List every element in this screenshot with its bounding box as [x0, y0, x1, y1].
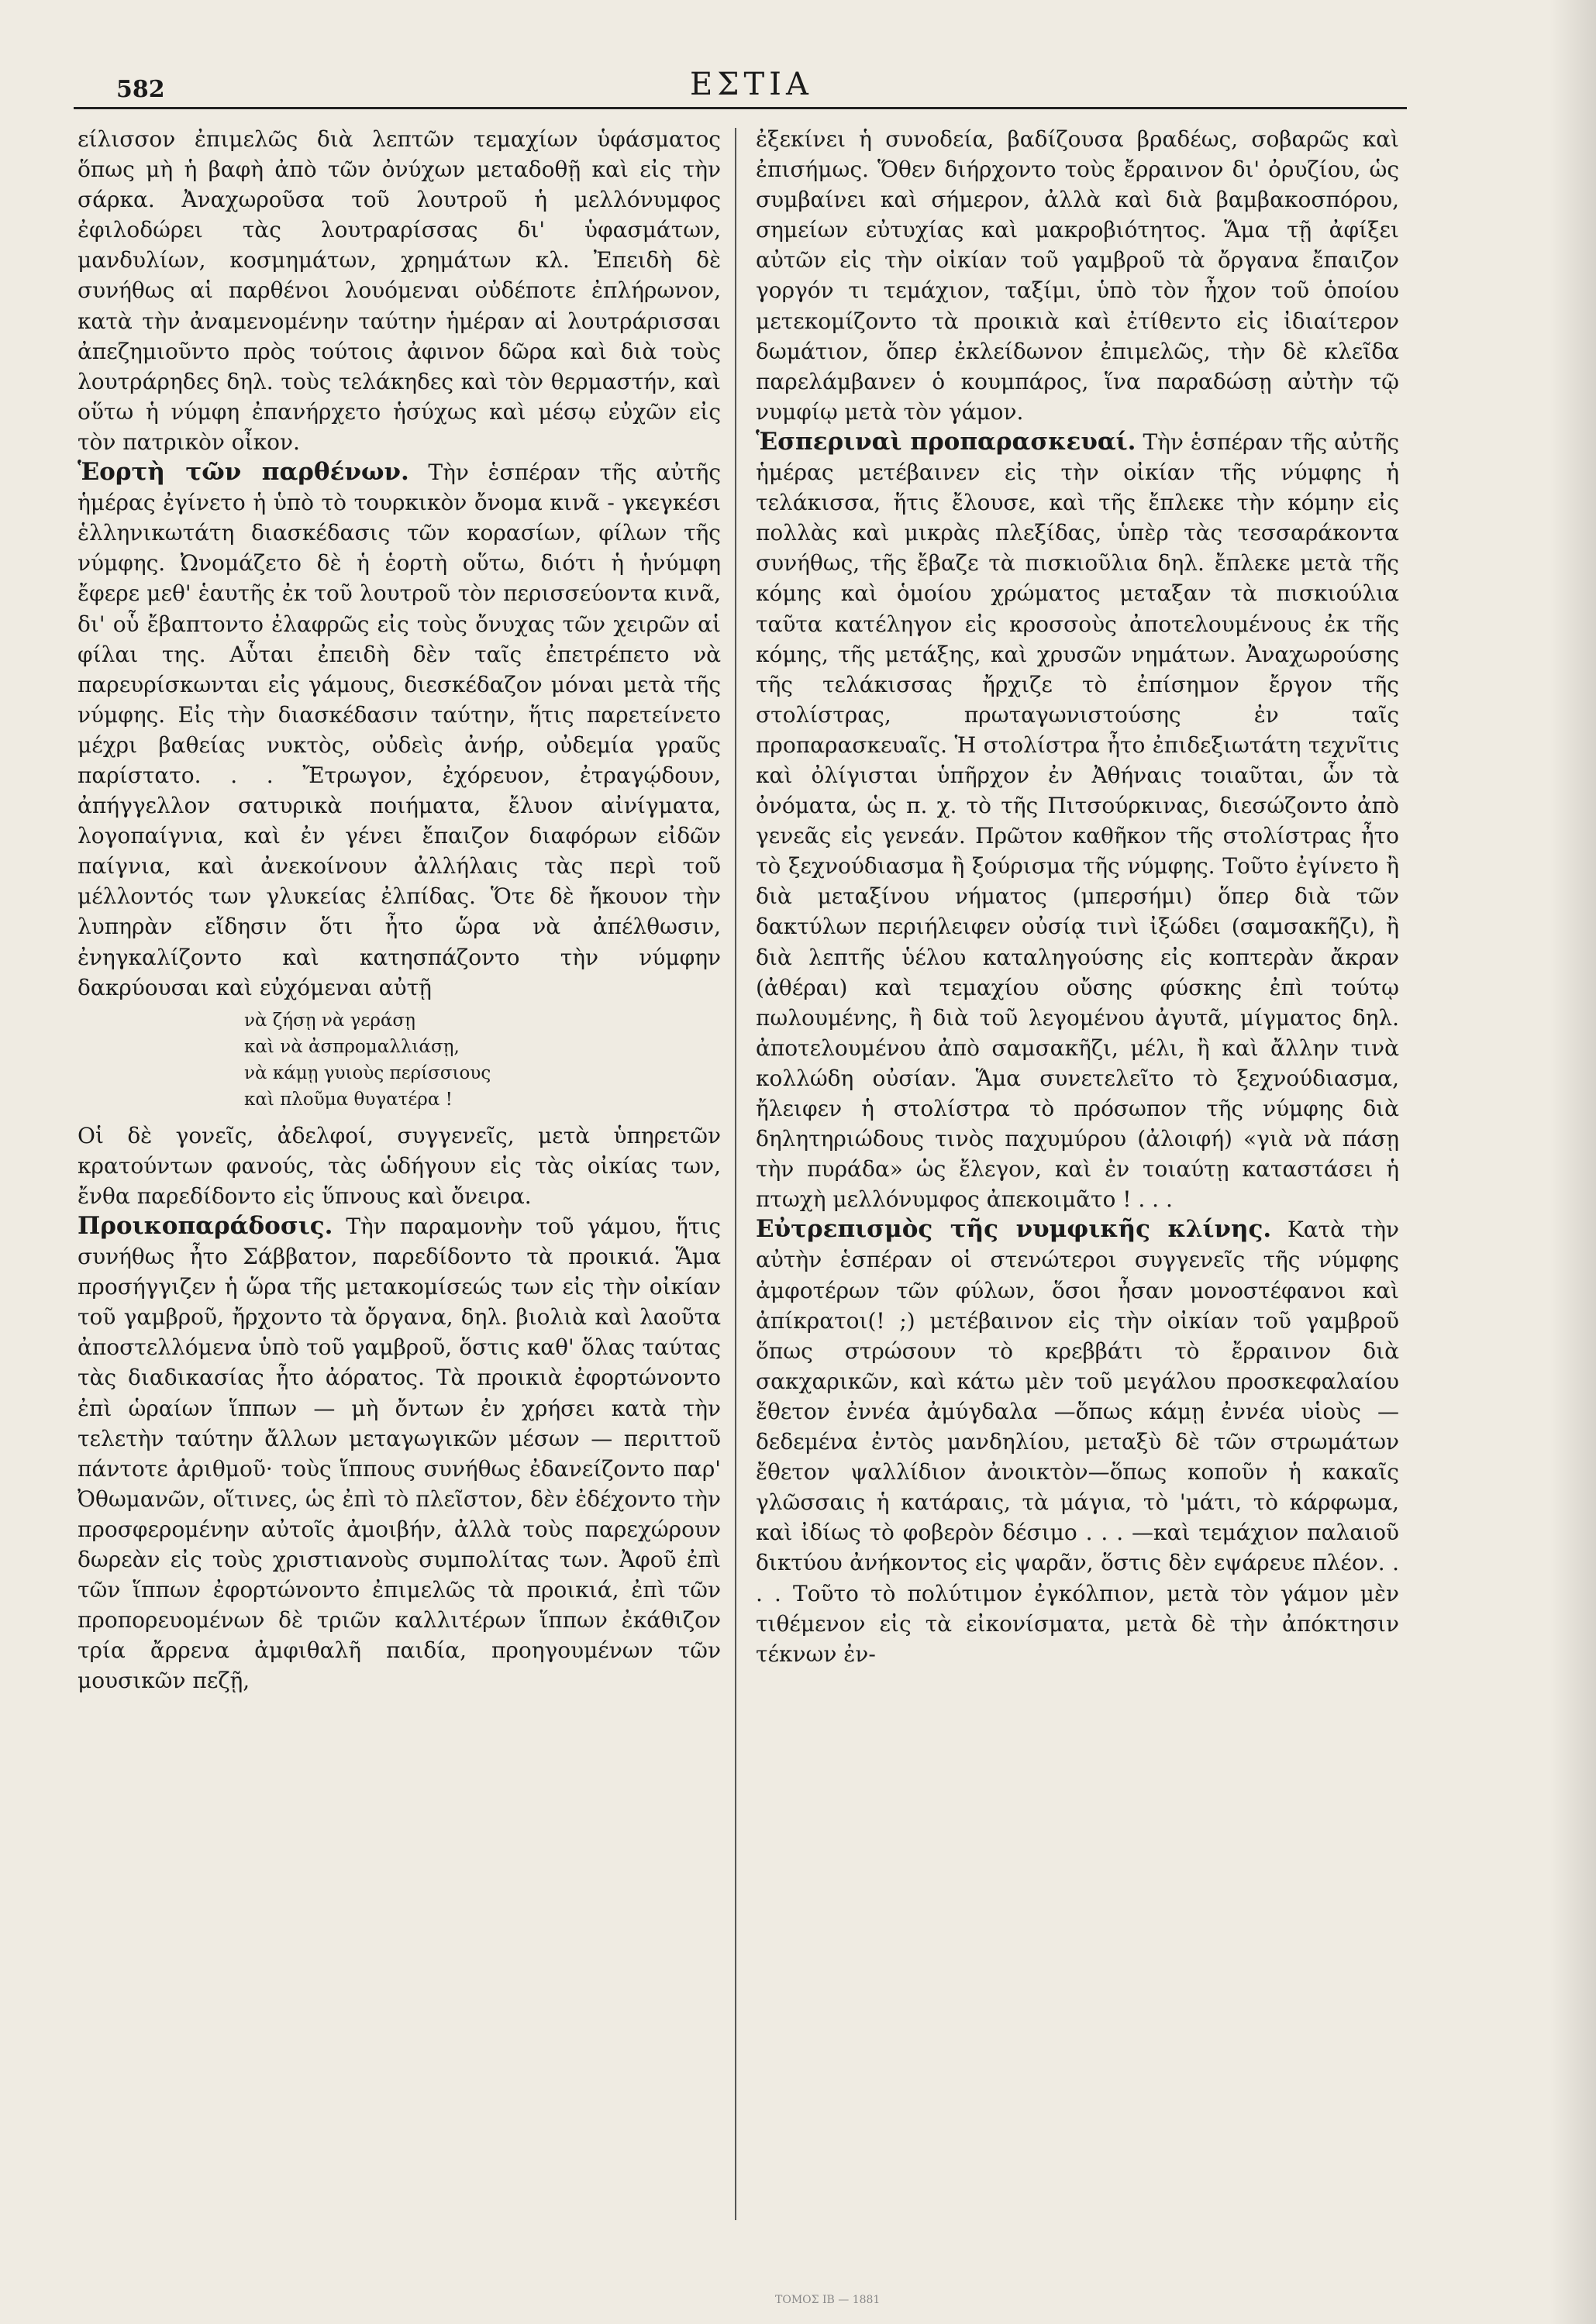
section-heading: Εὐτρεπισμὸς τῆς νυμφικῆς κλίνης. [756, 1215, 1272, 1244]
paragraph: ἐξεκίνει ἡ συνοδεία, βαδίζουσα βραδέως, σοβαρῶς καὶ ἐπισήμως. Ὅθεν διήρχοντο τοὺς ἔρραινον δι' ὀρυζίου, ὡς συμβαίνει καὶ σήμερον, ἀλλὰ καὶ διὰ βαμβακοσπόρου, σημείων εὐτυχίας καὶ μακροβιότητος. Ἅμα τῇ ἀφίξει αὐτῶν εἰς τὴν οἰκίαν τοῦ γαμβροῦ τὰ ὄργανα ἔπαιζον γοργόν τι τεμάχιον, ταξίμι, ὑπὸ τὸν ἦχον τοῦ ὁποίου μετεκομίζοντο τὰ προικιὰ καὶ ἐτίθεντο εἰς ἰδιαίτερον δωμάτιον, ὅπερ ἐκλείδωνον ἐπιμελῶς, τὴν δὲ κλεῖδα παρελάμβανεν ὁ κουμπάρος, ἵνα παραδώσῃ αὐτὴν τῷ νυμφίῳ μετὰ τὸν γάμον. [756, 126, 1399, 425]
verse-line: νὰ ζήσῃ νὰ γεράσῃ [244, 1010, 415, 1031]
paragraph [756, 1214, 1399, 1668]
paragraph-text: Τὴν ἑσπέραν τῆς αὐτῆς ἡμέρας μετέβαινεν εἰς τὴν οἰκίαν τῆς νύμφης ἡ τελάκισσα, ἥτις ἔλουσε, καὶ τῆς ἔπλεκε τὴν κόμην εἰς πολλὰς καὶ μικρὰς πλεξίδας, ὑπὲρ τὰς τεσσαράκοντα συνήθως, τῆς ἔβαζε τὰ πισκιοῦλια δηλ. ἔπλεκε μετὰ τῆς κόμης καὶ ὁμοίου χρώματος μεταξαν τὰ πισκιούλια ταῦτα κατέληγον εἰς κροσσοὺς ἀποτελουμένους ἐκ τῆς κόμης, τῆς μετάξης, καὶ χρυσῶν νημάτων. Ἀναχωρούσης τῆς τελάκισσας ἤρχιζε τὸ ἐπίσημον ἔργον τῆς στολίστρας, πρωταγωνιστούσης ἐν ταῖς προπαρασκευαῖς. Ἡ στολίστρα ἦτο ἐπιδεξιωτάτη τεχνῖτις καὶ ὀλίγισται ὑπῆρχον ἐν Ἀθήναις τοιαῦται, ὧν τὰ ὀνόματα, ὡς π. χ. τὸ τῆς Πιτσούρκινας, διεσώζοντο ἀπὸ γενεᾶς εἰς γενεάν. Πρῶτον καθῆκον τῆς στολίστρας ἦτο τὸ ξεχνούδιασμα ἢ ξούρισμα τῆς νύμφης. Τοῦτο ἐγίνετο ἢ διὰ μεταξίνου νήματος (μπερσήμι) ὅπερ διὰ τῶν δακτύλων περιήλειφεν οὐσίᾳ τινὶ ἰξώδει (σαμσακῆζι), ἢ διὰ λεπτῆς ὑέλου καταληγούσης εἰς κοπτερὰν ἄκραν (ἀθέραι) καὶ τεμαχίου οὔσης φύσκης ἐπὶ τούτῳ πωλουμένης, ἢ διὰ τοῦ λεγομένου ἀγυτᾶ, μίγματος δηλ. ἀποτελουμένου ἀπὸ σαμσακῆζι, μέλι, ἢ καὶ ἄλλην τινὰ κολλώδη οὐσίαν. Ἅμα συνετελεῖτο τὸ ξεχνούδιασμα, ἤλειφεν ἡ στολίστρα τὸ πρόσωπον τῆς νύμφης διὰ δηλητηριώδους τινὸς παχυμύρου (ἀλοιφή) «γιὰ νὰ πάσῃ τὴν πυράδα» ὡς ἔλεγον, καὶ ἐν τοιαύτῃ καταστάσει ἡ πτωχὴ μελλόνυμφος ἀπεκοιμᾶτο ! . . . [756, 429, 1399, 1213]
running-title: ΕΣΤΙΑ [690, 67, 813, 102]
column-divider [735, 128, 736, 2220]
footer-signature: ΤΟΜΟΣ ΙΒ — 1881 [775, 2294, 881, 2306]
left-column [78, 124, 721, 2247]
section-heading: Ἑσπεριναὶ προπαρασκευαί. [756, 427, 1136, 456]
paragraph [78, 1211, 721, 1696]
right-column [756, 124, 1399, 2247]
page-edge-shadow [1549, 0, 1596, 2324]
verse-line: καὶ πλοῦμα θυγατέρα ! [244, 1089, 453, 1110]
verse-line: νὰ κάμῃ γυιοὺς περίσσιους [244, 1062, 491, 1083]
verse-block [78, 1007, 721, 1113]
paragraph-text: Τὴν παραμονὴν τοῦ γάμου, ἥτις συνήθως ἦτο Σάββατον, παρεδίδοντο τὰ προικιά. Ἅμα προσήγγιζεν ἡ ὥρα τῆς μετακομίσεώς των εἰς τὴν οἰκίαν τοῦ γαμβροῦ, ἤρχοντο τὰ ὄργανα, δηλ. βιολιὰ καὶ λαοῦτα ἀποστελλόμενα ὑπὸ τοῦ γαμβροῦ, ὅστις καθ' ὅλας ταύτας τὰς διαδικασίας ἦτο ἀόρατος. Τὰ προικιὰ ἐφορτώνοντο ἐπὶ ὡραίων ἵππων — μὴ ὄντων ἐν χρήσει κατὰ τὴν τελετὴν ταύτην ἄλλων μεταγωγικῶν μέσων — περιττοῦ πάντοτε ἀριθμοῦ· τοὺς ἵππους συνήθως ἐδανείζοντο παρ' Ὀθωμανῶν, οἵτινες, ὡς ἐπὶ τὸ πλεῖστον, δὲν ἐδέχοντο τὴν προσφερομένην αὐτοῖς ἀμοιβήν, ἀλλὰ τοὺς παρεχώρουν δωρεὰν εἰς τοὺς χριστιανοὺς συμπολίτας των. Ἀφοῦ ἐπὶ τῶν ἵππων ἐφορτώνοντο ἐπιμελῶς τὰ προικιά, ἐπὶ τῶν προπορευομένων δὲ τριῶν καλλιτέρων ἵππων ἐκάθιζον τρία ἄρρενα ἀμφιθαλῆ παιδία, προηγουμένων τῶν μουσικῶν πεζῇ, [78, 1214, 721, 1694]
verse-line: καὶ νὰ ἀσπρομαλλιάσῃ, [244, 1036, 460, 1057]
paragraph [756, 427, 1399, 1214]
section-heading: Ἑορτὴ τῶν παρθένων. [78, 458, 409, 487]
page-header [85, 60, 1403, 107]
paragraph: είλισσον ἐπιμελῶς διὰ λεπτῶν τεμαχίων ὑφάσματος ὅπως μὴ ἡ βαφὴ ἀπὸ τῶν ὀνύχων μεταδοθῇ καὶ εἰς τὴν σάρκα. Ἀναχωροῦσα τοῦ λουτροῦ ἡ μελλόνυμφος ἐφιλοδώρει τὰς λουτραρίσσας δι' ὑφασμάτων, μανδυλίων, κοσμημάτων, χρημάτων κλ. Ἐπειδὴ δὲ συνήθως αἱ παρθένοι λουόμεναι οὐδέποτε ἐπλήρωνον, κατὰ τὴν ἀναμενομένην ταύτην ἡμέραν αἱ λουτράρισσαι ἀπεζημιοῦντο πρὸς τούτοις ἀφινον δῶρα καὶ διὰ τοὺς λουτράρηδες δηλ. τοὺς τελάκηδες καὶ τὸν θερμαστήν, καὶ οὕτω ἡ νύμφη ἐπανήρχετο ἡσύχως καὶ μέσῳ εὐχῶν εἰς τὸν πατρικὸν οἶκον. [78, 126, 721, 455]
paragraph: Οἱ δὲ γονεῖς, ἀδελφοί, συγγενεῖς, μετὰ ὑπηρετῶν κρατούντων φανούς, τὰς ὡδήγουν εἰς τὰς οἰκίας των, ἔνθα παρεδίδοντο εἰς ὕπνους καὶ ὄνειρα. [78, 1122, 721, 1209]
page-number: 582 [116, 76, 165, 103]
paragraph-text: Τὴν ἑσπέραν τῆς αὐτῆς ἡμέρας ἐγίνετο ἡ ὑπὸ τὸ τουρκικὸν ὄνομα κινᾶ - γκεγκέσι ἑλληνικωτάτη διασκέδασις τῶν κορασίων, φίλων τῆς νύμφης. Ὠνομάζετο δὲ ἡ ἑορτὴ οὕτω, διότι ἡ ἡνύμφη ἔφερε μεθ' ἑαυτῆς ἐκ τοῦ λουτροῦ τὸν περισσεύοντα κινᾶ, δι' οὗ ἔβαπτοντο ἐλαφρῶς εἰς τοὺς ὄνυχας τῶν χειρῶν αἱ φίλαι της. Αὗται ἐπειδὴ δὲν ταῖς ἐπετρέπετο νὰ παρευρίσκωνται εἰς γάμους, διεσκέδαζον μόναι μετὰ τῆς νύμφης. Εἰς τὴν διασκέδασιν ταύτην, ἥτις παρετείνετο μέχρι βαθείας νυκτὸς, οὐδεὶς ἀνήρ, οὐδεμία γραῦς παρίστατο. . . Ἔτρωγον, ἐχόρευον, ἐτραγῴδουν, ἀπήγγελλον σατυρικὰ ποιήματα, ἔλυον αἰνίγματα, λογοπαίγνια, καὶ ἐν γένει ἔπαιζον διαφόρων εἰδῶν παίγνια, καὶ ἀνεκοίνουν ἀλλήλαις τὰς περὶ τοῦ μέλλοντός των γλυκείας ἐλπίδας. Ὅτε δὲ ἤκουον τὴν λυπηρὰν εἴδησιν ὅτι ἦτο ὥρα νὰ ἀπέλθωσιν, ἐνηγκαλίζοντο καὶ κατησπάζοντο τὴν νύμφην δακρύουσαι καὶ εὐχόμεναι αὐτῇ [78, 460, 721, 1000]
section-heading: Προικοπαράδοσις. [78, 1212, 333, 1240]
paragraph [78, 457, 721, 1003]
header-rule [74, 107, 1407, 109]
paragraph-text: Κατὰ τὴν αὐτὴν ἑσπέραν οἱ στενώτεροι συγγενεῖς τῆς νύμφης ἀμφοτέρων τῶν φύλων, ὅσοι ἦσαν μονοστέφανοι καὶ ἀπίκρατοι(! ;) μετέβαινον εἰς τὴν οἰκίαν τοῦ γαμβροῦ ὅπως στρώσουν τὸ κρεββάτι τὸ ἔρραινον διὰ σακχαρικῶν, καὶ κάτω μὲν τοῦ μεγάλου προσκεφαλαίου ἔθετον ἐννέα ἀμύγδαλα —ὅπως κάμῃ ἐννέα υἱοὺς — δεδεμένα ἐντὸς μανδηλίου, μεταξὺ δὲ τῶν στρωμάτων ἔθετον ψαλλίδιον ἀνοικτὸν—ὅπως κοποῦν ἡ κακαῖς γλῶσσαις ἡ κατάραις, τὰ μάγια, τὸ 'μάτι, τὸ κάρφωμα, καὶ ἰδίως τὸ φοβερὸν δέσιμο . . . —καὶ τεμάχιον παλαιοῦ δικτύου ἀνήκοντος εἰς ψαρᾶν, ὅστις δὲν εψάρευε πλέον. . . . Τοῦτο τὸ πολύτιμον ἐγκόλπιον, μετὰ τὸν γάμον μὲν τιθέμενον εἰς τὰ εἰκονίσματα, μετὰ δὲ τὴν ἀπόκτησιν τέκνων ἐν- [756, 1217, 1399, 1667]
